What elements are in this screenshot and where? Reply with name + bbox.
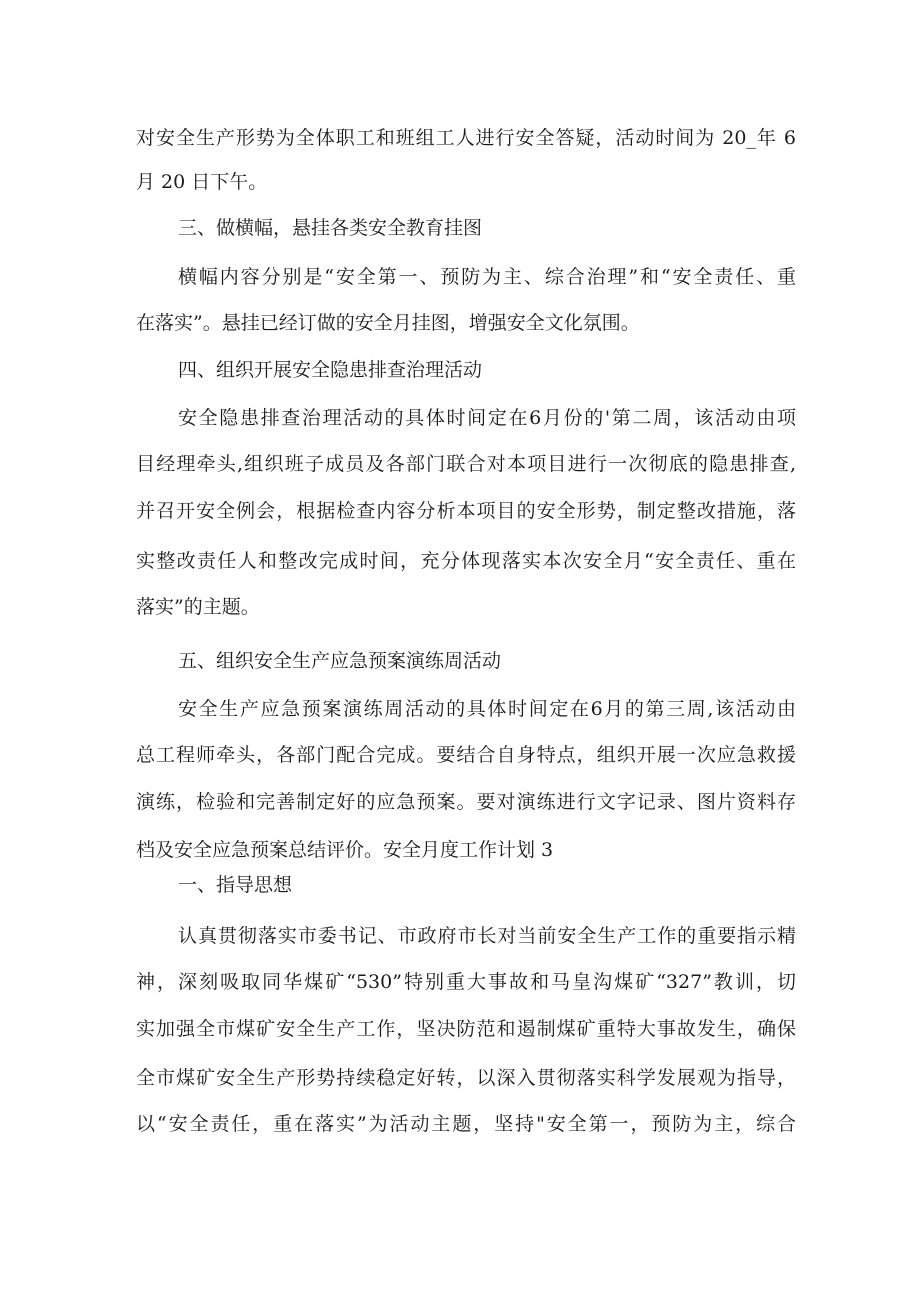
section-heading: 三、做横幅，悬挂各类安全教育挂图 (178, 217, 483, 239)
text-line: 目经理牵头,组织班子成员及各部门联合对本项目进行一次彻底的隐患排查, (136, 453, 796, 475)
section-heading: 一、指导思想 (178, 874, 293, 896)
text-line: 对安全生产形势为全体职工和班组工人进行安全答疑，活动时间为 20_年 6 (136, 127, 796, 149)
text-line: 档及安全应急预案总结评价。安全月度工作计划 3 (136, 839, 554, 861)
text-line: 安全隐患排查治理活动的具体时间定在6月份的'第二周，该活动由项 (178, 407, 796, 429)
text-line: 月 20 日下午。 (136, 171, 268, 193)
text-line: 认真贯彻落实市委书记、市政府市长对当前安全生产工作的重要指示精 (178, 925, 796, 947)
text-line: 并召开安全例会，根据检查内容分析本项目的安全形势，制定整改措施，落 (136, 500, 796, 522)
text-line: 安全生产应急预案演练周活动的具体时间定在6月的第三周,该活动由 (178, 698, 796, 720)
section-heading: 五、组织安全生产应急预案演练周活动 (178, 650, 502, 672)
text-line: 演练，检验和完善制定好的应急预案。要对演练进行文字记录、图片资料存 (136, 791, 796, 813)
text-line: 以“安全责任，重在落实”为活动主题，坚持"安全第一，预防为主，综合 (136, 1113, 796, 1135)
text-line: 在落实”。悬挂已经订做的安全月挂图，增强安全文化氛围。 (136, 312, 640, 334)
text-line: 总工程师牵头，各部门配合完成。要结合自身特点，组织开展一次应急救援 (136, 744, 796, 766)
section-heading: 四、组织开展安全隐患排查治理活动 (178, 359, 483, 381)
text-line: 全市煤矿安全生产形势持续稳定好转，以深入贯彻落实科学发展观为指导， (136, 1067, 796, 1089)
text-line: 神，深刻吸取同华煤矿“530”特别重大事故和马皇沟煤矿“327”教训，切 (136, 971, 796, 993)
text-line: 实整改责任人和整改完成时间，充分体现落实本次安全月“安全责任、重在 (136, 550, 796, 572)
text-line: 落实”的主题。 (136, 596, 260, 618)
text-line: 实加强全市煤矿安全生产工作，坚决防范和遏制煤矿重特大事故发生，确保 (136, 1018, 796, 1040)
text-line: 横幅内容分别是“安全第一、预防为主、综合治理”和“安全责任、重 (178, 266, 796, 288)
